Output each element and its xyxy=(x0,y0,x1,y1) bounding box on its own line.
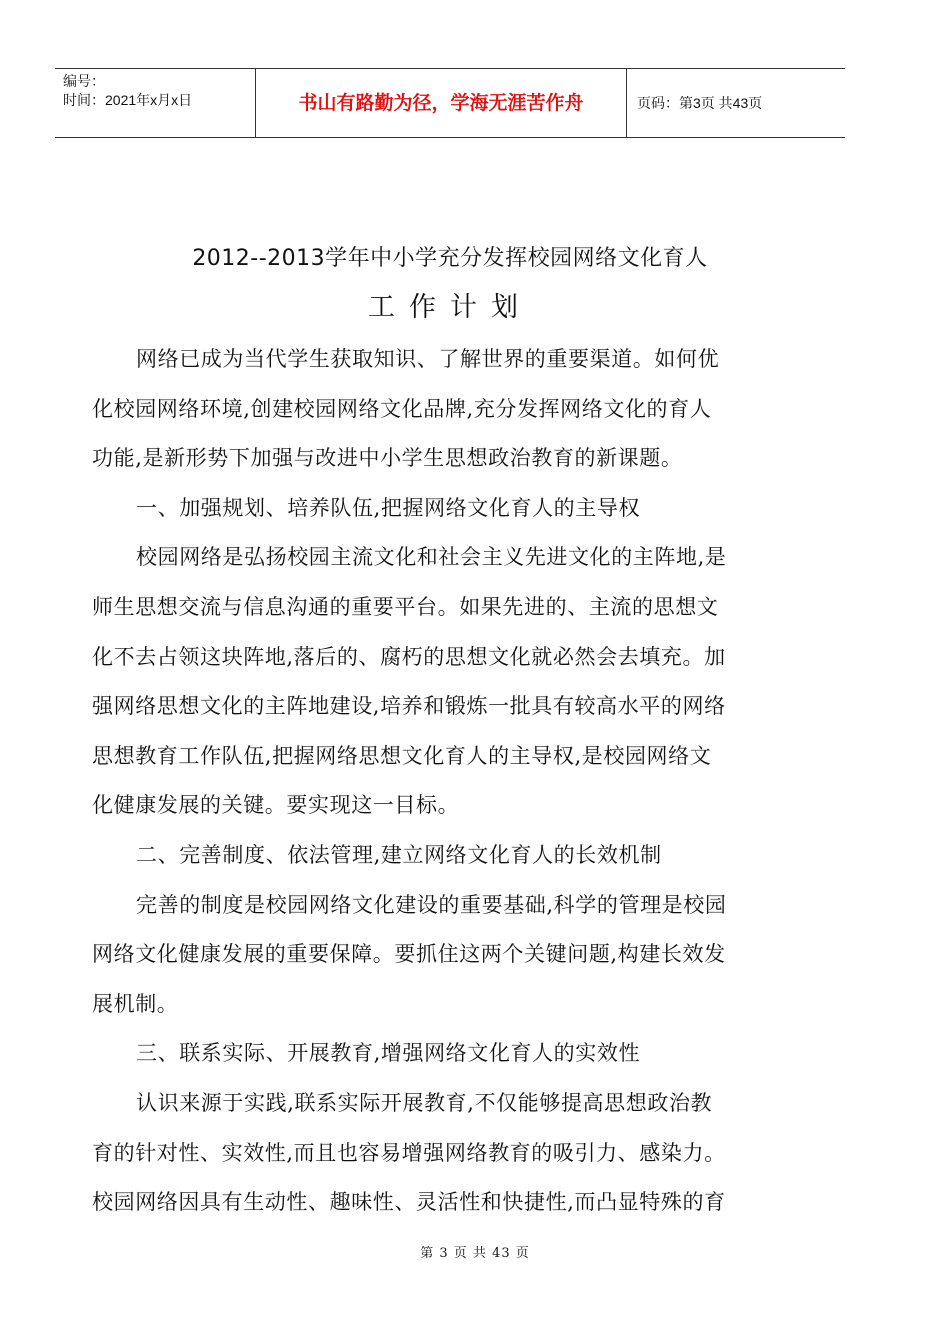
body-line: 强网络思想文化的主阵地建设,培养和锻炼一批具有较高水平的网络 xyxy=(92,694,726,719)
body-line: 完善的制度是校园网络文化建设的重要基础,科学的管理是校园 xyxy=(136,892,727,917)
section-heading-2: 二、完善制度、依法管理,建立网络文化育人的长效机制 xyxy=(136,842,662,867)
page-header xyxy=(55,68,845,138)
document-body xyxy=(92,335,808,1228)
document-title-line1: 2012--2013学年中小学充分发挥校园网络文化育人 xyxy=(192,246,708,271)
body-line: 认识来源于实践,联系实际开展教育,不仅能够提高思想政治教 xyxy=(136,1090,713,1115)
body-line: 功能,是新形势下加强与改进中小学生思想政治教育的新课题。 xyxy=(92,446,683,471)
body-line: 化健康发展的关键。要实现这一目标。 xyxy=(92,793,460,818)
time-label: 时间：2021年x月x日 xyxy=(63,92,193,108)
body-line: 网络文化健康发展的重要保障。要抓住这两个关键问题,构建长效发 xyxy=(92,942,726,967)
section-heading-1: 一、加强规划、培养队伍,把握网络文化育人的主导权 xyxy=(136,495,641,520)
page-footer: 第 3 页 共 43 页 xyxy=(420,1246,530,1261)
body-line: 育的针对性、实效性,而且也容易增强网络教育的吸引力、感染力。 xyxy=(92,1140,726,1165)
body-line: 师生思想交流与信息沟通的重要平台。如果先进的、主流的思想文 xyxy=(92,594,719,619)
body-line: 化不去占领这块阵地,落后的、腐朽的思想文化就必然会去填充。加 xyxy=(92,644,726,669)
section-heading-3: 三、联系实际、开展教育,增强网络文化育人的实效性 xyxy=(136,1041,641,1066)
body-line: 展机制。 xyxy=(92,991,179,1016)
document-title-line2: 工作计划 xyxy=(368,292,532,323)
body-line: 校园网络因具有生动性、趣味性、灵活性和快捷性,而凸显特殊的育 xyxy=(92,1190,726,1215)
body-line: 校园网络是弘扬校园主流文化和社会主义先进文化的主阵地,是 xyxy=(136,545,727,570)
header-motto: 书山有路勤为径，学海无涯苦作舟 xyxy=(255,69,627,137)
body-line: 思想教育工作队伍,把握网络思想文化育人的主导权,是校园网络文 xyxy=(92,743,712,768)
body-line: 化校园网络环境,创建校园网络文化品牌,充分发挥网络文化的育人 xyxy=(92,396,712,421)
header-meta xyxy=(55,69,255,137)
number-label: 编号： xyxy=(63,73,105,89)
header-page-info: 页码：第3页 共43页 xyxy=(637,95,763,111)
body-line: 网络已成为当代学生获取知识、了解世界的重要渠道。如何优 xyxy=(136,347,720,371)
